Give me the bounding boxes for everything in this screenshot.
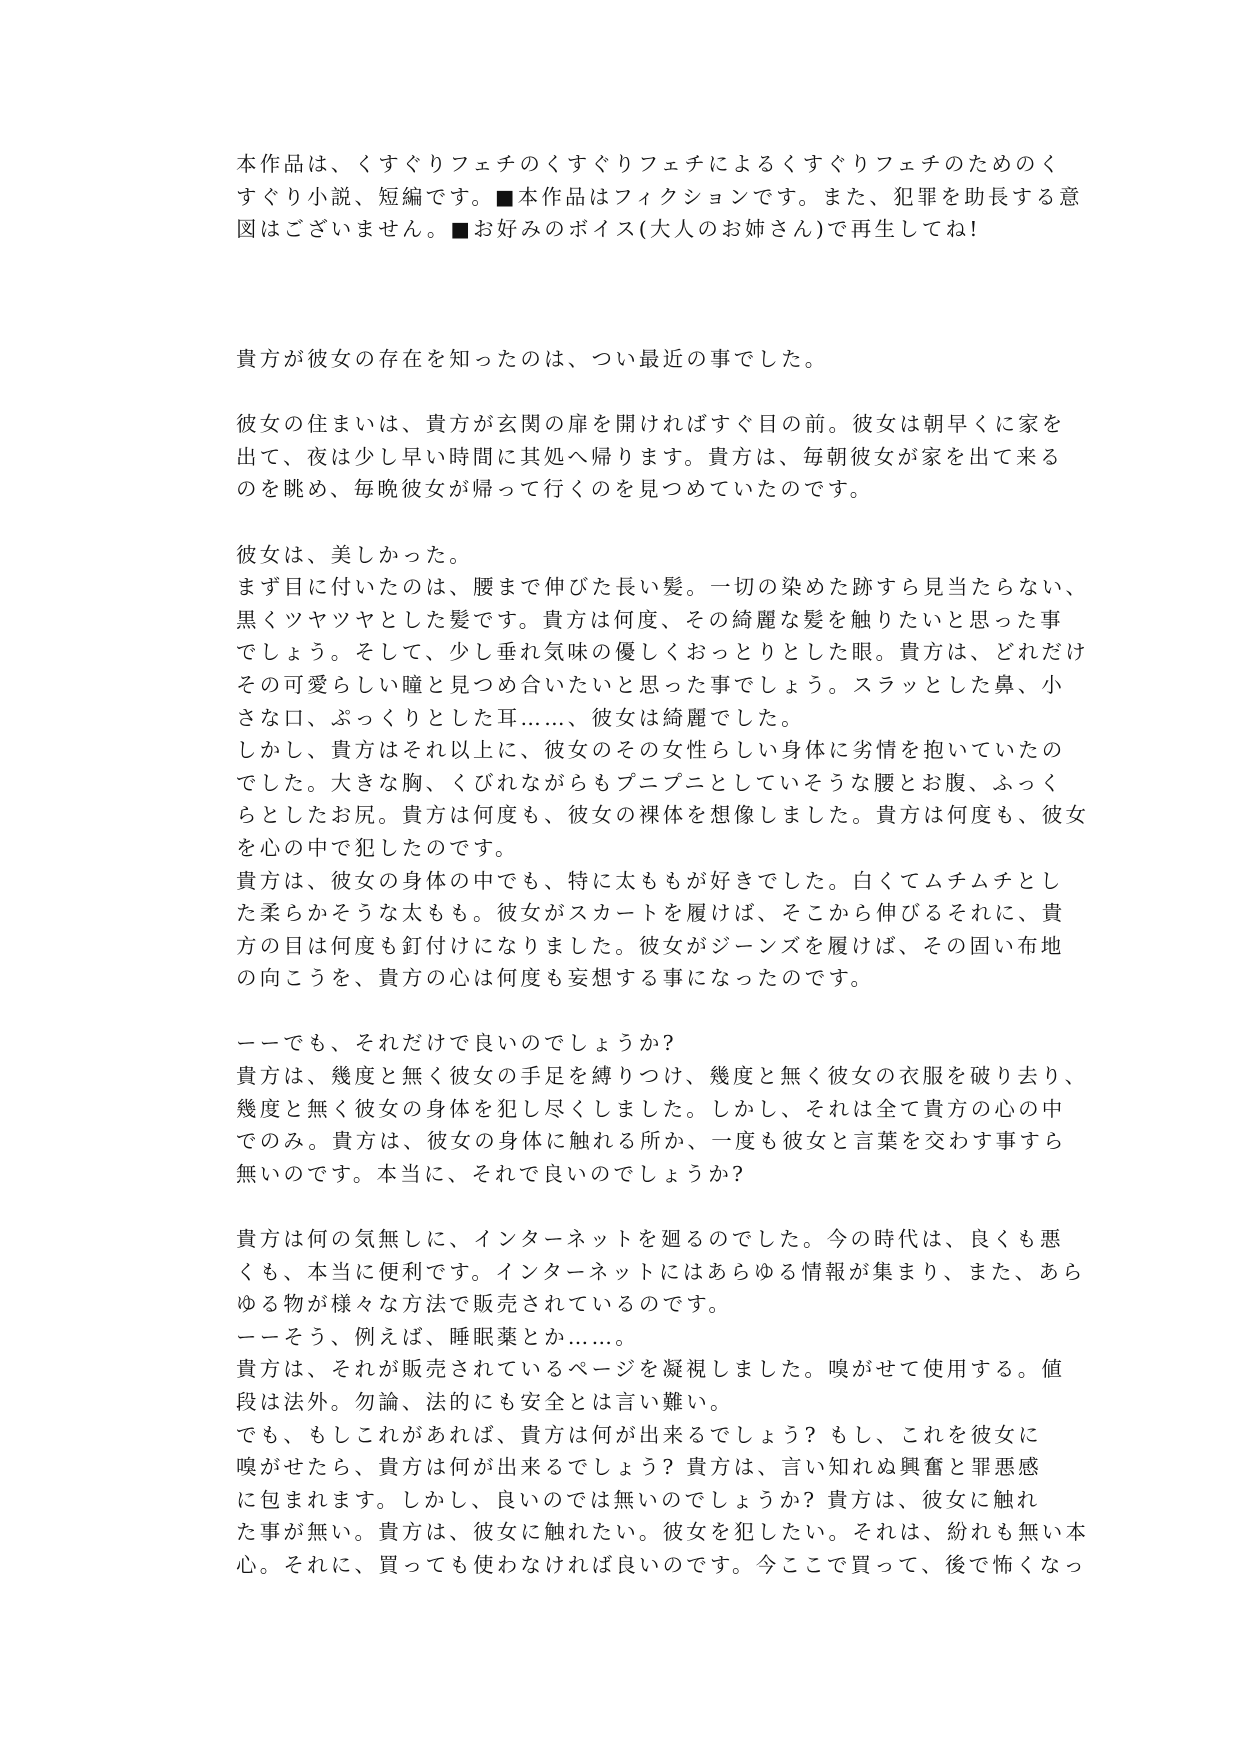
story-line: 黒くツヤツヤとした髪です。貴方は何度、その綺麗な髪を触りたいと思った事 (236, 607, 1064, 632)
story-line: の向こうを、貴方の心は何度も妄想する事になったのです。 (236, 966, 875, 991)
preface-line: 図はございません。■お好みのボイス(大人のお姉さん)で再生してね! (236, 217, 981, 242)
story-line: でも、もしこれがあれば、貴方は何が出来るでしょう? もし、これを彼女に (236, 1422, 1042, 1447)
story-paragraph (236, 1027, 1089, 1190)
story-line: ーーそう、例えば、睡眠薬とか……。 (236, 1324, 639, 1349)
story-line: に包まれます。しかし、良いのでは無いのでしょうか? 貴方は、彼女に触れ (236, 1487, 1041, 1512)
paragraph-gap (236, 376, 1006, 409)
story-line: 幾度と無く彼女の身体を犯し尽くしました。しかし、それは全て貴方の心の中 (236, 1096, 1066, 1121)
story-line: のを眺め、毎晩彼女が帰って行くのを見つめていたのです。 (236, 477, 874, 502)
preface-line: 本作品は、くすぐりフェチのくすぐりフェチによるくすぐりフェチのためのく (236, 152, 1063, 176)
story-body (236, 343, 1090, 1582)
story-line: 貴方は何の気無しに、インターネットを廻るのでした。今の時代は、良くも悪 (236, 1227, 1064, 1252)
story-line: その可愛らしい瞳と見つめ合いたいと思った事でしょう。スラッとした鼻、小 (236, 672, 1066, 697)
story-line: た事が無い。貴方は、彼女に触れたい。彼女を犯したい。それは、紛れも無い本 (236, 1520, 1090, 1545)
story-line: 嗅がせたら、貴方は何が出来るでしょう? 貴方は、言い知れぬ興奮と罪悪感 (236, 1455, 1042, 1480)
story-line: 段は法外。勿論、法的にも安全とは言い難い。 (236, 1390, 734, 1414)
story-line: でのみ。貴方は、彼女の身体に触れる所か、一度も彼女と言葉を交わす事すら (236, 1129, 1067, 1154)
story-line: らとしたお尻。貴方は何度も、彼女の裸体を想像しました。貴方は何度も、彼女 (236, 803, 1090, 828)
story-line: 貴方は、それが販売されているページを凝視しました。嗅がせて使用する。値 (236, 1357, 1066, 1382)
story-line: 出て、夜は少し早い時間に其処へ帰ります。貴方は、毎朝彼女が家を出て来る (236, 444, 1064, 469)
story-line: 彼女の住まいは、貴方が玄関の扉を開ければすぐ目の前。彼女は朝早くに家を (236, 412, 1066, 437)
story-line: た柔らかそうな太もも。彼女がスカートを履けば、そこから伸びるそれに、貴 (236, 901, 1066, 926)
story-line: 方の目は何度も釘付けになりました。彼女がジーンズを履けば、その固い布地 (236, 933, 1065, 958)
story-paragraph (236, 539, 1090, 995)
paragraph-gap (236, 1190, 1006, 1223)
paragraph-gap (236, 995, 1006, 1028)
story-paragraph (236, 1223, 1090, 1582)
story-line: しかし、貴方はそれ以上に、彼女のその女性らしい身体に劣情を抱いていたの (236, 738, 1066, 763)
story-line: 貴方が彼女の存在を知ったのは、つい最近の事でした。 (236, 347, 829, 371)
story-line: 無いのです。本当に、それで良いのでしょうか? (236, 1161, 747, 1186)
story-line: 貴方は、彼女の身体の中でも、特に太ももが好きでした。白くてムチムチとし (236, 868, 1064, 893)
preface-line: すぐり小説、短編です。■本作品はフィクションです。また、犯罪を助長する意 (236, 184, 1083, 209)
story-paragraph (236, 343, 1006, 376)
story-line: を心の中で犯したのです。 (236, 835, 519, 860)
story-paragraph (236, 408, 1066, 506)
story-line: でしょう。そして、少し垂れ気味の優しくおっとりとした眼。貴方は、どれだけ (236, 640, 1089, 665)
paragraph-gap (236, 506, 1006, 539)
story-line: まず目に付いたのは、腰まで伸びた長い髪。一切の染めた跡すら見当たらない、 (236, 575, 1090, 600)
story-line: さな口、ぷっくりとした耳……、彼女は綺麗でした。 (236, 705, 805, 730)
story-line: くも、本当に便利です。インターネットにはあらゆる情報が集まり、また、あら (236, 1259, 1086, 1284)
story-line: 貴方は、幾度と無く彼女の手足を縛りつけ、幾度と無く彼女の衣服を破り去り、 (236, 1064, 1089, 1089)
story-line: 心。それに、買っても使わなければ良いのです。今ここで買って、後で怖くなっ (236, 1552, 1088, 1577)
story-line: でした。大きな胸、くびれながらもプニプニとしていそうな腰とお腹、ふっく (236, 770, 1064, 795)
story-line: ゆる物が様々な方法で販売されているのです。 (236, 1292, 733, 1317)
story-line: 彼女は、美しかった。 (236, 542, 473, 567)
story-line: ーーでも、それだけで良いのでしょうか? (236, 1031, 677, 1056)
preface-notice (236, 148, 1083, 246)
